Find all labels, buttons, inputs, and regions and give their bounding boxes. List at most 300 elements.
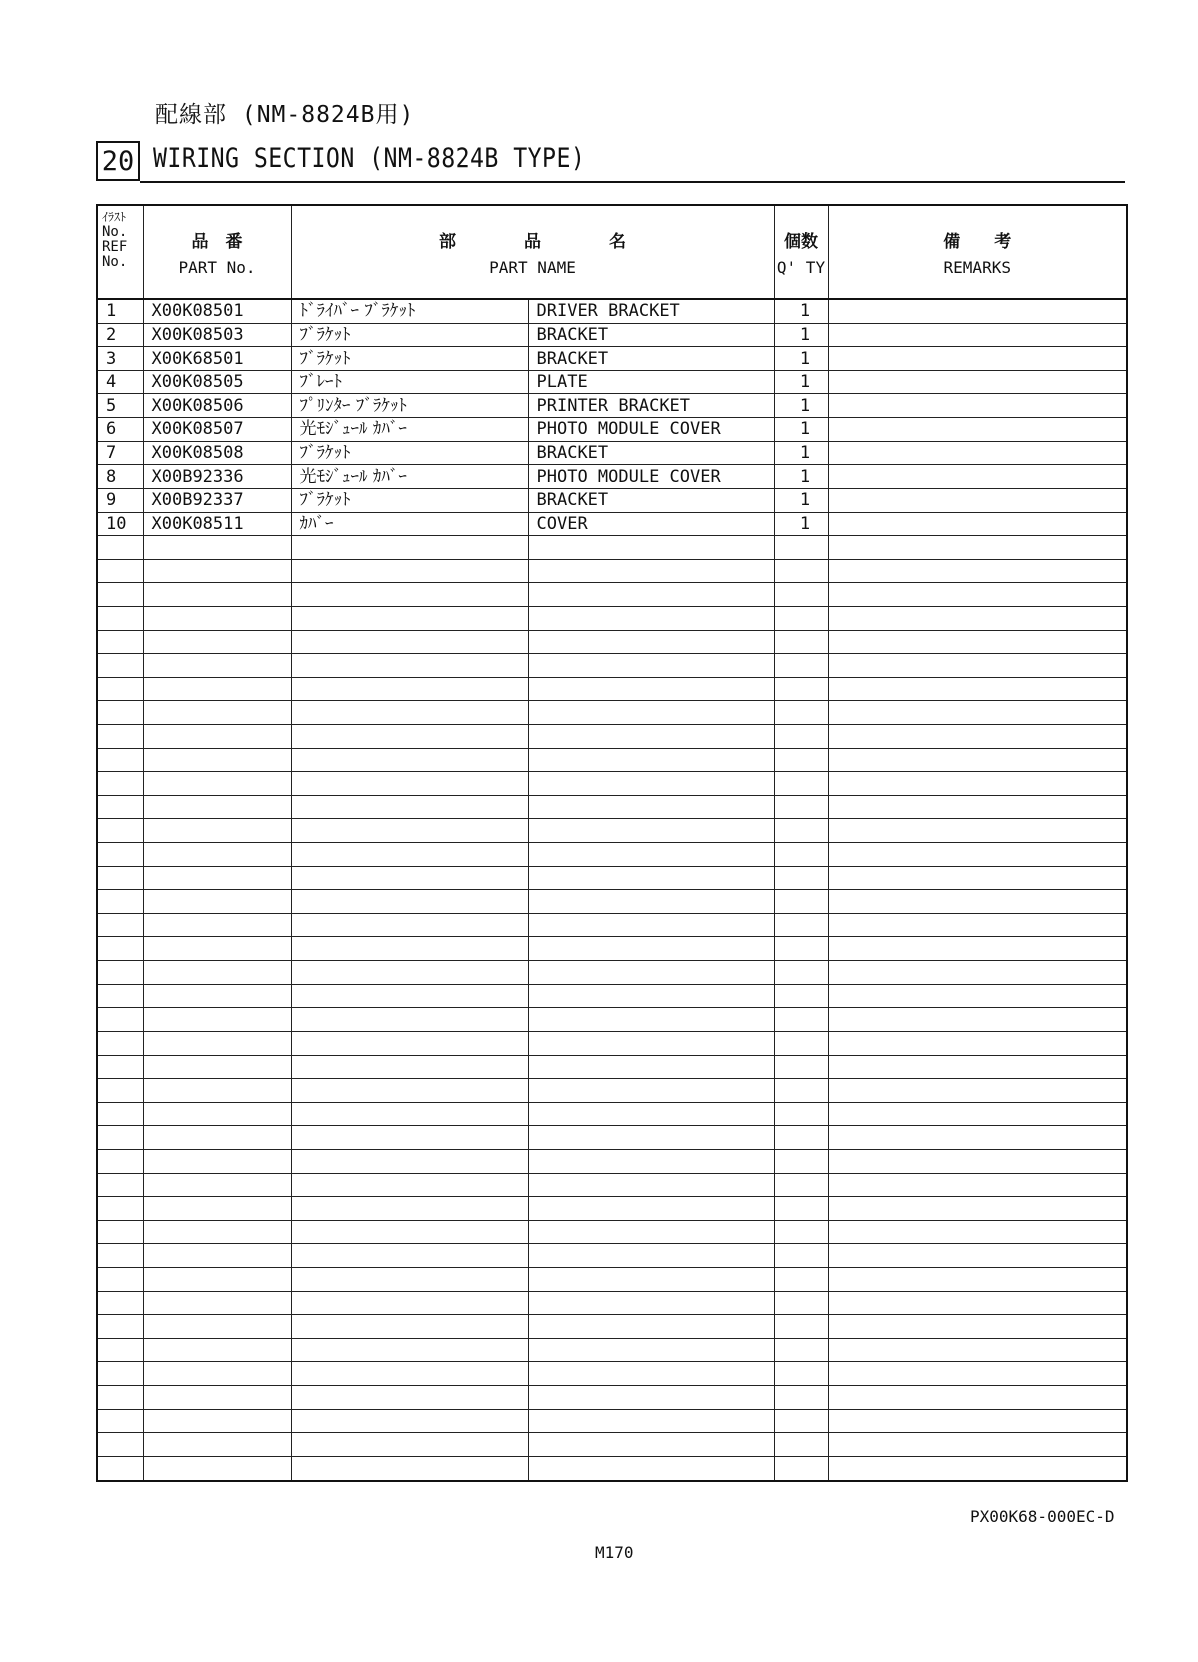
- empty-cell: [291, 1079, 528, 1103]
- empty-cell: [528, 866, 774, 890]
- empty-cell: [143, 913, 291, 937]
- cell-qty: 1: [774, 465, 828, 489]
- empty-cell: [291, 772, 528, 796]
- empty-cell: [828, 819, 1127, 843]
- cell-part-name-jp: 光ﾓｼﾞｭｰﾙ ｶﾊﾞｰ: [291, 465, 528, 489]
- cell-remarks: [828, 441, 1127, 465]
- empty-cell: [828, 677, 1127, 701]
- empty-cell: [97, 843, 143, 867]
- empty-cell: [528, 937, 774, 961]
- empty-table-row: [97, 795, 1127, 819]
- cell-part-name-jp: ﾌﾞﾗｹｯﾄ: [291, 441, 528, 465]
- empty-cell: [291, 890, 528, 914]
- empty-cell: [828, 984, 1127, 1008]
- empty-cell: [828, 1008, 1127, 1032]
- empty-cell: [97, 1362, 143, 1386]
- empty-cell: [291, 1433, 528, 1457]
- empty-cell: [528, 725, 774, 749]
- empty-cell: [291, 677, 528, 701]
- header-ref-no: ｲﾗｽﾄ No. REF No.: [97, 205, 143, 299]
- empty-table-row: [97, 937, 1127, 961]
- empty-cell: [774, 1173, 828, 1197]
- empty-cell: [828, 654, 1127, 678]
- empty-table-row: [97, 1197, 1127, 1221]
- empty-cell: [291, 701, 528, 725]
- empty-cell: [774, 630, 828, 654]
- cell-ref-no: 2: [97, 323, 143, 347]
- empty-cell: [97, 1409, 143, 1433]
- table-row: [97, 347, 1127, 371]
- empty-cell: [97, 1173, 143, 1197]
- cell-part-no: X00B92336: [143, 465, 291, 489]
- empty-cell: [97, 654, 143, 678]
- empty-cell: [97, 1055, 143, 1079]
- table-row: [97, 418, 1127, 442]
- empty-cell: [528, 1362, 774, 1386]
- empty-cell: [774, 961, 828, 985]
- cell-qty: 1: [774, 441, 828, 465]
- empty-cell: [828, 725, 1127, 749]
- empty-cell: [774, 819, 828, 843]
- empty-cell: [143, 795, 291, 819]
- empty-cell: [528, 1409, 774, 1433]
- empty-cell: [528, 606, 774, 630]
- empty-cell: [528, 1244, 774, 1268]
- empty-cell: [528, 1220, 774, 1244]
- empty-table-row: [97, 1008, 1127, 1032]
- cell-ref-no: 1: [97, 299, 143, 323]
- empty-cell: [828, 1173, 1127, 1197]
- empty-cell: [97, 1220, 143, 1244]
- empty-table-row: [97, 1386, 1127, 1410]
- empty-cell: [774, 748, 828, 772]
- empty-cell: [774, 1291, 828, 1315]
- empty-cell: [774, 772, 828, 796]
- empty-table-row: [97, 843, 1127, 867]
- empty-cell: [528, 913, 774, 937]
- empty-cell: [828, 772, 1127, 796]
- cell-part-name-jp: ｶﾊﾞｰ: [291, 512, 528, 536]
- cell-remarks: [828, 299, 1127, 323]
- empty-cell: [97, 536, 143, 560]
- empty-cell: [774, 937, 828, 961]
- empty-table-row: [97, 1362, 1127, 1386]
- page-number: M170: [595, 1543, 634, 1562]
- empty-cell: [828, 1126, 1127, 1150]
- empty-table-row: [97, 984, 1127, 1008]
- empty-cell: [97, 961, 143, 985]
- empty-cell: [828, 866, 1127, 890]
- table-row: [97, 441, 1127, 465]
- table-row: [97, 370, 1127, 394]
- empty-cell: [97, 1456, 143, 1481]
- cell-part-name-en: BRACKET: [528, 347, 774, 371]
- empty-table-row: [97, 1291, 1127, 1315]
- empty-cell: [97, 1244, 143, 1268]
- empty-table-row: [97, 1409, 1127, 1433]
- header-part-no: 品 番 PART No.: [143, 205, 291, 299]
- empty-table-row: [97, 1102, 1127, 1126]
- empty-table-row: [97, 559, 1127, 583]
- empty-cell: [828, 701, 1127, 725]
- empty-cell: [774, 1409, 828, 1433]
- empty-cell: [291, 1149, 528, 1173]
- empty-cell: [143, 1456, 291, 1481]
- empty-cell: [528, 583, 774, 607]
- empty-cell: [828, 1338, 1127, 1362]
- cell-ref-no: 10: [97, 512, 143, 536]
- cell-remarks: [828, 418, 1127, 442]
- cell-part-name-en: COVER: [528, 512, 774, 536]
- empty-cell: [828, 606, 1127, 630]
- empty-cell: [828, 937, 1127, 961]
- cell-part-no: X00K08507: [143, 418, 291, 442]
- empty-cell: [143, 1079, 291, 1103]
- empty-cell: [291, 1362, 528, 1386]
- empty-cell: [291, 984, 528, 1008]
- empty-cell: [828, 583, 1127, 607]
- empty-cell: [143, 819, 291, 843]
- cell-part-name-en: BRACKET: [528, 441, 774, 465]
- header-remarks: 備 考 REMARKS: [828, 205, 1127, 299]
- empty-cell: [143, 843, 291, 867]
- cell-part-no: X00K08506: [143, 394, 291, 418]
- empty-cell: [774, 843, 828, 867]
- empty-cell: [143, 559, 291, 583]
- cell-qty: 1: [774, 512, 828, 536]
- empty-cell: [291, 1409, 528, 1433]
- empty-cell: [828, 536, 1127, 560]
- empty-table-row: [97, 1079, 1127, 1103]
- empty-cell: [291, 1315, 528, 1339]
- empty-cell: [291, 1456, 528, 1481]
- empty-cell: [291, 1268, 528, 1292]
- empty-cell: [143, 1409, 291, 1433]
- empty-cell: [828, 630, 1127, 654]
- cell-part-name-jp: ﾄﾞﾗｲﾊﾞｰ ﾌﾞﾗｹｯﾄ: [291, 299, 528, 323]
- empty-cell: [828, 1102, 1127, 1126]
- empty-cell: [291, 1102, 528, 1126]
- empty-cell: [97, 630, 143, 654]
- empty-table-row: [97, 890, 1127, 914]
- empty-table-row: [97, 866, 1127, 890]
- cell-part-name-jp: 光ﾓｼﾞｭｰﾙ ｶﾊﾞｰ: [291, 418, 528, 442]
- empty-cell: [774, 795, 828, 819]
- empty-cell: [774, 583, 828, 607]
- empty-cell: [291, 536, 528, 560]
- empty-cell: [97, 772, 143, 796]
- empty-cell: [143, 961, 291, 985]
- empty-cell: [528, 701, 774, 725]
- empty-cell: [143, 1220, 291, 1244]
- cell-remarks: [828, 323, 1127, 347]
- empty-cell: [291, 843, 528, 867]
- cell-part-no: X00K68501: [143, 347, 291, 371]
- empty-cell: [828, 1031, 1127, 1055]
- empty-cell: [528, 843, 774, 867]
- empty-table-row: [97, 1456, 1127, 1481]
- empty-cell: [828, 1055, 1127, 1079]
- empty-cell: [528, 1456, 774, 1481]
- empty-cell: [291, 748, 528, 772]
- empty-cell: [828, 1197, 1127, 1221]
- empty-cell: [528, 1055, 774, 1079]
- empty-cell: [97, 1031, 143, 1055]
- empty-cell: [774, 984, 828, 1008]
- empty-cell: [97, 606, 143, 630]
- empty-cell: [291, 1338, 528, 1362]
- empty-cell: [528, 1173, 774, 1197]
- empty-cell: [143, 1338, 291, 1362]
- cell-ref-no: 5: [97, 394, 143, 418]
- empty-cell: [97, 1079, 143, 1103]
- header-part-name: 部 品 名 PART NAME: [291, 205, 774, 299]
- empty-cell: [291, 1197, 528, 1221]
- table-header-row: [97, 205, 1127, 299]
- cell-ref-no: 3: [97, 347, 143, 371]
- section-number-box: [96, 141, 140, 181]
- cell-qty: 1: [774, 370, 828, 394]
- cell-part-name-en: PLATE: [528, 370, 774, 394]
- cell-part-name-en: PRINTER BRACKET: [528, 394, 774, 418]
- document-code: PX00K68-000EC-D: [970, 1507, 1115, 1526]
- empty-cell: [97, 1315, 143, 1339]
- empty-cell: [528, 1079, 774, 1103]
- empty-cell: [774, 1362, 828, 1386]
- empty-cell: [97, 1338, 143, 1362]
- empty-cell: [97, 795, 143, 819]
- empty-cell: [828, 843, 1127, 867]
- empty-cell: [828, 795, 1127, 819]
- empty-cell: [528, 1268, 774, 1292]
- cell-qty: 1: [774, 488, 828, 512]
- empty-cell: [291, 606, 528, 630]
- empty-cell: [774, 1433, 828, 1457]
- empty-cell: [528, 1386, 774, 1410]
- parts-list-table: [96, 204, 1128, 1482]
- empty-cell: [143, 1149, 291, 1173]
- empty-cell: [97, 913, 143, 937]
- empty-cell: [143, 772, 291, 796]
- empty-cell: [143, 1126, 291, 1150]
- cell-remarks: [828, 465, 1127, 489]
- cell-ref-no: 4: [97, 370, 143, 394]
- empty-cell: [528, 772, 774, 796]
- empty-cell: [291, 1031, 528, 1055]
- cell-part-name-jp: ﾌﾞﾗｹｯﾄ: [291, 488, 528, 512]
- empty-cell: [774, 1338, 828, 1362]
- empty-cell: [143, 606, 291, 630]
- empty-cell: [143, 1315, 291, 1339]
- empty-cell: [774, 1149, 828, 1173]
- empty-cell: [828, 1456, 1127, 1481]
- empty-cell: [828, 1079, 1127, 1103]
- cell-qty: 1: [774, 418, 828, 442]
- empty-table-row: [97, 1149, 1127, 1173]
- empty-table-row: [97, 1268, 1127, 1292]
- empty-cell: [143, 1008, 291, 1032]
- table-row: [97, 512, 1127, 536]
- empty-table-row: [97, 725, 1127, 749]
- empty-cell: [143, 583, 291, 607]
- empty-cell: [528, 654, 774, 678]
- empty-cell: [291, 961, 528, 985]
- empty-cell: [143, 1055, 291, 1079]
- empty-cell: [528, 961, 774, 985]
- empty-table-row: [97, 654, 1127, 678]
- header-qty: 個数 Q' TY: [774, 205, 828, 299]
- empty-cell: [528, 1291, 774, 1315]
- cell-part-name-en: PHOTO MODULE COVER: [528, 465, 774, 489]
- cell-ref-no: 7: [97, 441, 143, 465]
- empty-cell: [143, 748, 291, 772]
- cell-part-no: X00K08511: [143, 512, 291, 536]
- empty-cell: [528, 1338, 774, 1362]
- empty-cell: [143, 1102, 291, 1126]
- empty-cell: [528, 890, 774, 914]
- page-title-japanese: 配線部 (NM-8824B用): [155, 102, 415, 128]
- empty-cell: [143, 1031, 291, 1055]
- empty-table-row: [97, 961, 1127, 985]
- empty-cell: [774, 1315, 828, 1339]
- empty-cell: [291, 725, 528, 749]
- empty-cell: [828, 1244, 1127, 1268]
- empty-cell: [774, 606, 828, 630]
- empty-cell: [828, 1386, 1127, 1410]
- empty-cell: [143, 937, 291, 961]
- empty-table-row: [97, 819, 1127, 843]
- empty-cell: [528, 536, 774, 560]
- cell-ref-no: 9: [97, 488, 143, 512]
- empty-cell: [774, 890, 828, 914]
- empty-cell: [291, 1386, 528, 1410]
- empty-cell: [528, 984, 774, 1008]
- cell-part-name-en: BRACKET: [528, 323, 774, 347]
- empty-cell: [97, 1291, 143, 1315]
- empty-cell: [528, 1031, 774, 1055]
- empty-cell: [828, 1362, 1127, 1386]
- empty-cell: [528, 1197, 774, 1221]
- empty-table-row: [97, 536, 1127, 560]
- empty-cell: [828, 1409, 1127, 1433]
- empty-cell: [143, 536, 291, 560]
- empty-cell: [291, 866, 528, 890]
- empty-cell: [774, 654, 828, 678]
- empty-cell: [774, 536, 828, 560]
- empty-cell: [143, 890, 291, 914]
- empty-cell: [828, 1315, 1127, 1339]
- empty-cell: [291, 559, 528, 583]
- empty-cell: [97, 583, 143, 607]
- cell-ref-no: 6: [97, 418, 143, 442]
- empty-cell: [97, 937, 143, 961]
- empty-table-row: [97, 1031, 1127, 1055]
- cell-part-name-en: DRIVER BRACKET: [528, 299, 774, 323]
- empty-cell: [97, 1386, 143, 1410]
- empty-cell: [143, 984, 291, 1008]
- empty-cell: [291, 1220, 528, 1244]
- empty-cell: [828, 1220, 1127, 1244]
- empty-cell: [97, 1126, 143, 1150]
- empty-cell: [528, 677, 774, 701]
- empty-cell: [143, 1291, 291, 1315]
- empty-cell: [828, 890, 1127, 914]
- empty-cell: [774, 1220, 828, 1244]
- empty-cell: [774, 701, 828, 725]
- empty-table-row: [97, 583, 1127, 607]
- empty-cell: [828, 961, 1127, 985]
- table-row: [97, 394, 1127, 418]
- empty-cell: [291, 630, 528, 654]
- empty-cell: [774, 1008, 828, 1032]
- empty-cell: [528, 1315, 774, 1339]
- empty-table-row: [97, 701, 1127, 725]
- empty-cell: [774, 1244, 828, 1268]
- empty-cell: [97, 819, 143, 843]
- empty-cell: [97, 1149, 143, 1173]
- empty-table-row: [97, 913, 1127, 937]
- cell-part-name-jp: ﾌﾞﾗｹｯﾄ: [291, 347, 528, 371]
- empty-cell: [828, 1149, 1127, 1173]
- empty-table-row: [97, 1338, 1127, 1362]
- empty-cell: [774, 677, 828, 701]
- empty-cell: [291, 913, 528, 937]
- empty-cell: [291, 795, 528, 819]
- empty-cell: [774, 913, 828, 937]
- cell-part-no: X00B92337: [143, 488, 291, 512]
- empty-cell: [774, 866, 828, 890]
- empty-cell: [774, 1102, 828, 1126]
- empty-cell: [291, 1126, 528, 1150]
- empty-table-row: [97, 1173, 1127, 1197]
- cell-part-no: X00K08505: [143, 370, 291, 394]
- empty-cell: [828, 913, 1127, 937]
- cell-part-no: X00K08508: [143, 441, 291, 465]
- empty-cell: [97, 1268, 143, 1292]
- empty-cell: [774, 1055, 828, 1079]
- cell-remarks: [828, 512, 1127, 536]
- empty-table-row: [97, 1055, 1127, 1079]
- empty-cell: [97, 866, 143, 890]
- empty-cell: [528, 1008, 774, 1032]
- empty-cell: [143, 725, 291, 749]
- empty-table-row: [97, 772, 1127, 796]
- cell-part-no: X00K08503: [143, 323, 291, 347]
- table-row: [97, 299, 1127, 323]
- empty-cell: [828, 1433, 1127, 1457]
- empty-table-row: [97, 1315, 1127, 1339]
- empty-cell: [291, 654, 528, 678]
- empty-cell: [528, 630, 774, 654]
- empty-cell: [97, 984, 143, 1008]
- empty-cell: [143, 654, 291, 678]
- section-number: 20: [101, 145, 135, 177]
- empty-cell: [528, 795, 774, 819]
- empty-cell: [828, 748, 1127, 772]
- empty-cell: [143, 1433, 291, 1457]
- empty-cell: [774, 725, 828, 749]
- empty-cell: [528, 819, 774, 843]
- cell-part-name-jp: ﾌﾞﾗｹｯﾄ: [291, 323, 528, 347]
- cell-part-name-jp: ﾌﾞﾚｰﾄ: [291, 370, 528, 394]
- cell-remarks: [828, 347, 1127, 371]
- parts-table-body: [97, 299, 1127, 1481]
- empty-cell: [528, 1433, 774, 1457]
- empty-cell: [97, 1433, 143, 1457]
- empty-cell: [97, 748, 143, 772]
- cell-qty: 1: [774, 394, 828, 418]
- empty-cell: [291, 1173, 528, 1197]
